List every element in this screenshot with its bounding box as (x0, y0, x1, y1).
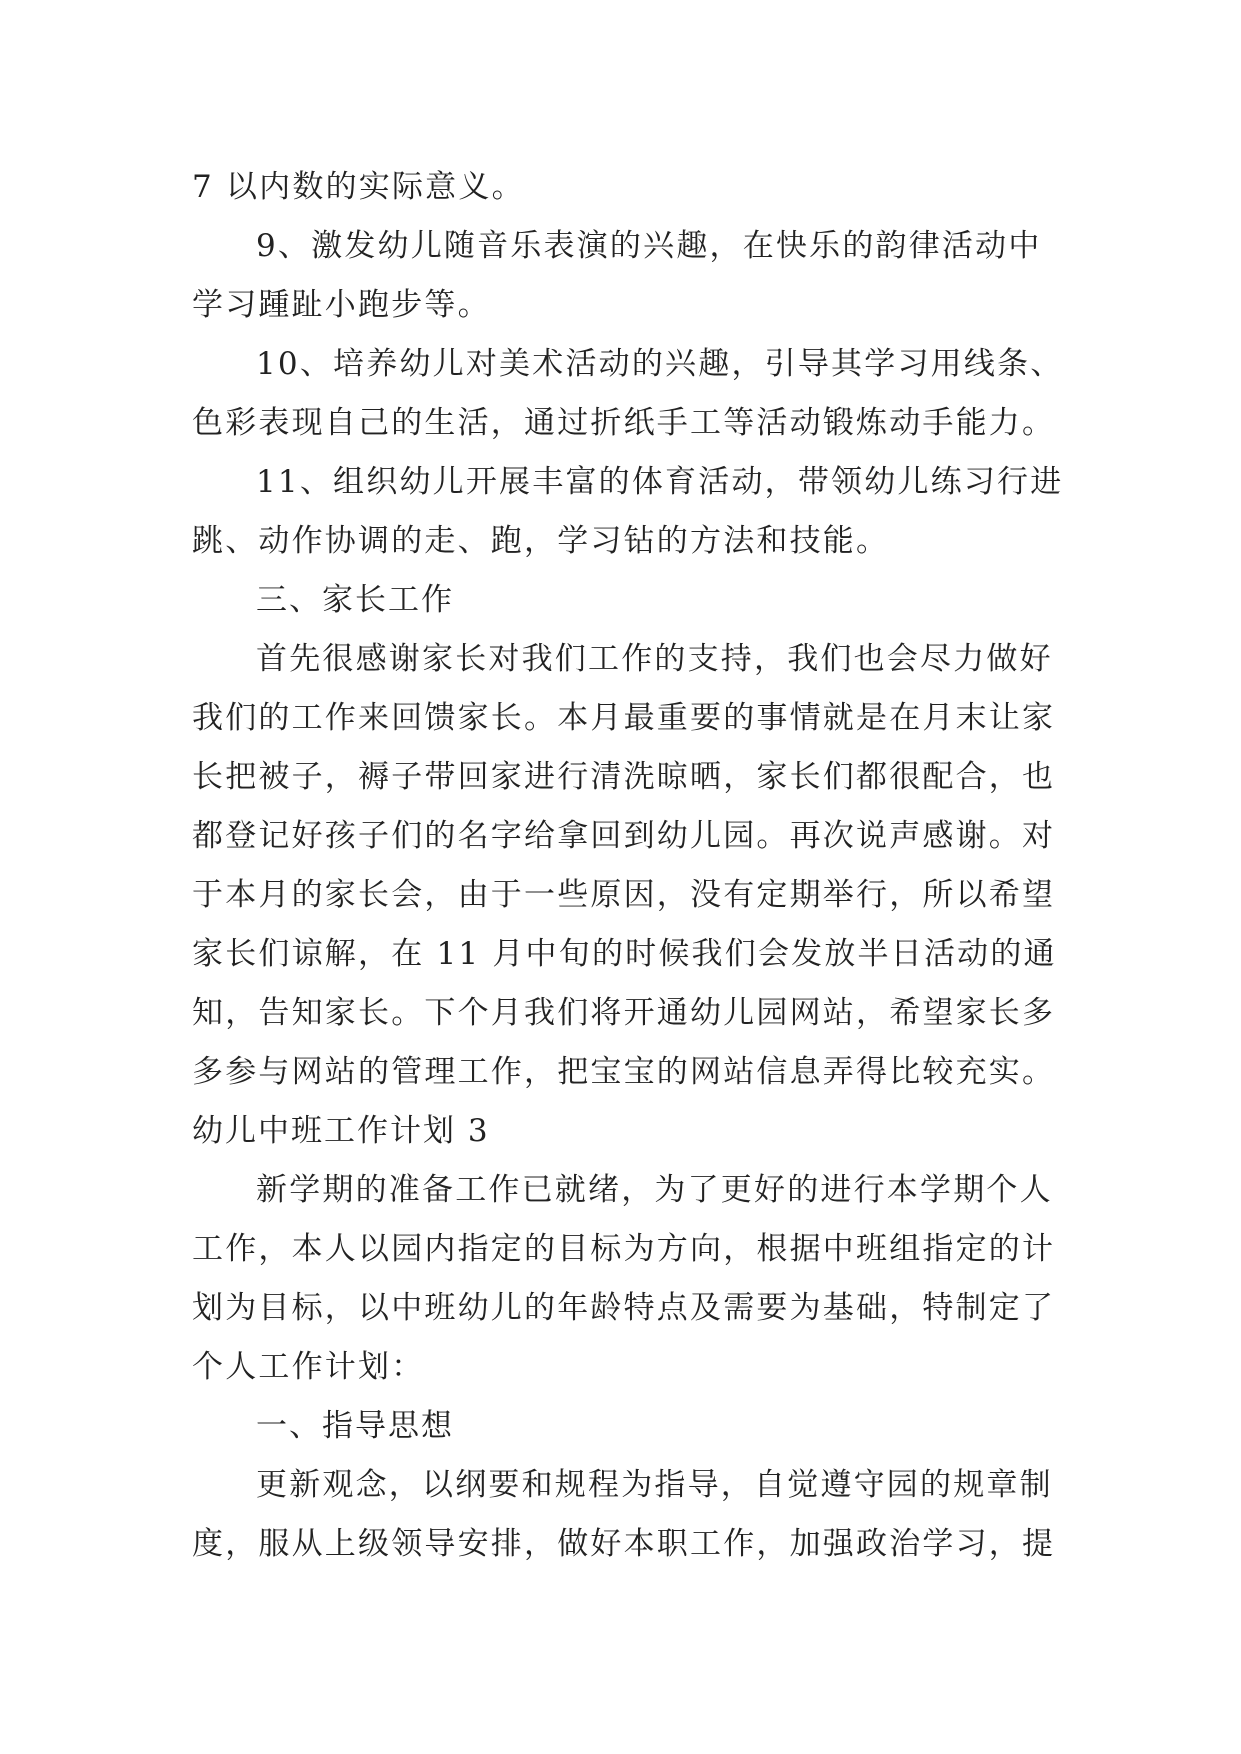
text-line: 度，服从上级领导安排，做好本职工作，加强政治学习，提 (192, 1526, 1056, 1562)
text-line: 色彩表现自己的生活，通过折纸手工等活动锻炼动手能力。 (192, 405, 1056, 441)
text-line: 新学期的准备工作已就绪，为了更好的进行本学期个人 (256, 1172, 1053, 1208)
section-heading: 一、指导思想 (256, 1408, 454, 1444)
section-heading: 三、家长工作 (256, 582, 454, 618)
document-title: 幼儿中班工作计划 3 (192, 1113, 490, 1149)
text-line: 更新观念，以纲要和规程为指导，自觉遵守园的规章制 (256, 1467, 1053, 1503)
text-line: 长把被子，褥子带回家进行清洗晾晒，家长们都很配合，也 (192, 759, 1056, 795)
document-page (192, 158, 1072, 1574)
text-line: 家长们谅解，在 11 月中旬的时候我们会发放半日活动的通 (192, 936, 1057, 972)
text-line: 于本月的家长会，由于一些原因，没有定期举行，所以希望 (192, 877, 1056, 913)
text-line: 多参与网站的管理工作，把宝宝的网站信息弄得比较充实。 (192, 1054, 1056, 1090)
text-line: 10、培养幼儿对美术活动的兴趣，引导其学习用线条、 (256, 346, 1064, 382)
text-line: 学习踵趾小跑步等。 (192, 287, 491, 323)
text-line: 工作，本人以园内指定的目标为方向，根据中班组指定的计 (192, 1231, 1056, 1267)
text-line: 知，告知家长。下个月我们将开通幼儿园网站，希望家长多 (192, 995, 1056, 1031)
text-line: 跳、动作协调的走、跑，学习钻的方法和技能。 (192, 523, 890, 559)
text-line: 都登记好孩子们的名字给拿回到幼儿园。再次说声感谢。对 (192, 818, 1056, 854)
text-line: 我们的工作来回馈家长。本月最重要的事情就是在月末让家 (192, 700, 1056, 736)
text-line: 7 以内数的实际意义。 (192, 169, 525, 205)
text-line: 个人工作计划： (192, 1349, 425, 1385)
text-line: 11、组织幼儿开展丰富的体育活动，带领幼儿练习行进 (256, 464, 1064, 500)
text-line: 9、激发幼儿随音乐表演的兴趣，在快乐的韵律活动中 (256, 228, 1042, 264)
text-line: 首先很感谢家长对我们工作的支持，我们也会尽力做好 (256, 641, 1053, 677)
text-line: 划为目标，以中班幼儿的年龄特点及需要为基础，特制定了 (192, 1290, 1056, 1326)
